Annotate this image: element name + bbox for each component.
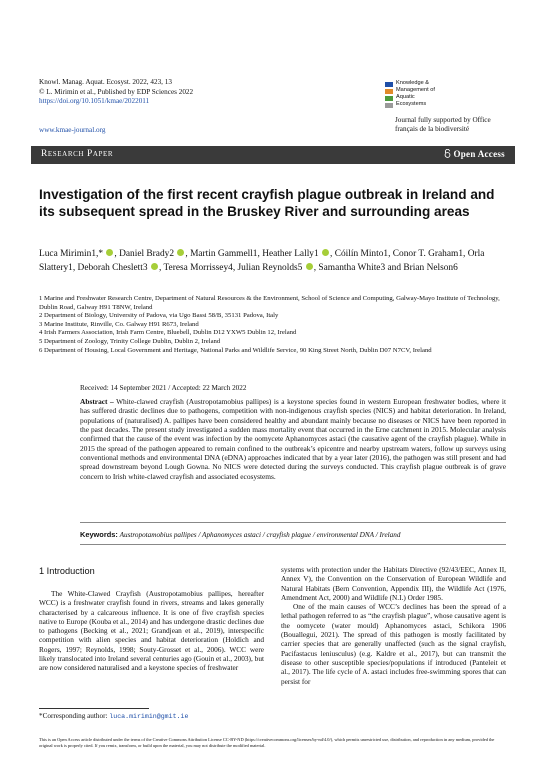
author[interactable]: Martin Gammell1: [190, 249, 258, 259]
affiliation: 4 Irish Farmers Association, Irish Farm Centre, Bluebell, Dublin D12 YXW5 Dublin 12, Ireland: [39, 329, 297, 337]
article-type-label: Research Paper: [41, 149, 114, 159]
author[interactable]: Samantha White3: [318, 262, 386, 273]
keywords-bottom-rule: [80, 544, 506, 545]
affiliation: 2 Department of Biology, University of Padova, via Ugo Bassi 58/B, 35131 Padova, Italy: [39, 312, 279, 320]
paragraph: systems with protection under the Habitats Directive (92/43/EEC, Annex II, Annex V), the Convention on the Conservation of European Wildlife and Natural Habitats (Bern Convention, Appendix III), the Wildlife Act (1976, Amendment Act, 2000) and Wildlife (N.I.) Order 1985.: [281, 565, 506, 602]
received-accepted-dates: Received: 14 September 2021 / Accepted: 22 March 2022: [80, 384, 247, 392]
body-column-left: [39, 589, 264, 673]
open-access-icon: [444, 149, 451, 158]
orcid-icon[interactable]: [177, 249, 184, 256]
license-statement: This is an Open Access article distributed under the terms of the Creative Commons Attribution License CC-BY-ND (https://creativecommons.org/licenses/by-nd/4.0/), which permits unrestricted use, distribution, and reproduction in any medium, provided the original work is properly cited. If you remix, transform, or build upon the material, you may not distribute the modified material.: [39, 737, 495, 749]
orcid-icon[interactable]: [322, 249, 329, 256]
affiliations: [39, 295, 501, 355]
abstract: [80, 397, 506, 481]
author[interactable]: Cóilín Minto1: [334, 249, 389, 259]
journal-logo-text: [396, 80, 435, 108]
footnote-label: *Corresponding author:: [39, 712, 108, 720]
orcid-icon[interactable]: [106, 249, 113, 256]
journal-support-text: Journal fully supported by Office français de la biodiversité: [395, 116, 491, 133]
paragraph: One of the main causes of WCC’s declines has been the spread of a lethal pathogen referred to as “the crayfish plague”, whose causative agent is the oomycete (water mould) Aphanomyces astaci, Schikora 1906 (Bouallegui, 2021). The spread of this pathogen is mostly facilitated by carrier species that are generally unaffected (such as the signal crayfish, Pacifastacus leniusculus) (e.g. Kaldre et al., 2017), but can transmit the disease to other susceptible species/populations if introduced (Panteleit et al., 2017). The life cycle of A. astaci includes free-swimming spores that can persist for: [281, 602, 506, 686]
open-access-label: Open Access: [453, 149, 505, 159]
author[interactable]: Deborah Cheslett3: [77, 262, 148, 273]
author[interactable]: Heather Lally1: [262, 249, 319, 259]
section-heading-introduction: 1 Introduction: [39, 566, 95, 576]
keywords-label: Keywords:: [80, 530, 118, 539]
author[interactable]: Daniel Brady2: [119, 249, 175, 259]
abstract-text: White-clawed crayfish (Austropotamobius pallipes) is a keystone species found in western European freshwater bodies, where it has suffered drastic declines due to pathogens, competition with non-indigenous crayfish species (NICS) and habitat deterioration. In Ireland, populations of (naturalised) A. pallipes have been considered healthy and abundant mainly because no diseases or NICS have been reported in the past decades. The present study investigated a sudden mass mortality event that occurred in the Erne catchment in 2015. Molecular analysis confirmed that the cause of the event was infection by the oomycete Aphanomyces astaci (the causative agent of the crayfish plague). While in 2015 the spread of the pathogen appeared to remain confined to the outbreak’s epicentre and nearby upstream waters, follow up surveys using conventional methods and environmental DNA (eDNA) approaches indicated that by a year later (2016), the pathogen was still present and had spread downstream beyond Lough Gowna. No NICS were detected during the surveys conducted. This crayfish plague outbreak is of grave concern to Irish white-clawed crayfish and associated ecosystems.: [80, 397, 506, 481]
logo-line-2: Management of: [396, 87, 435, 93]
author[interactable]: Julian Reynolds5: [237, 262, 303, 273]
corresponding-author-footnote: [39, 712, 188, 720]
author[interactable]: Brian Nelson6: [403, 262, 458, 273]
author[interactable]: Conor T. Graham1: [392, 249, 464, 259]
author-list: Luca Mirimin1,* , Daniel Brady2 , Martin Gammell1, Heather Lally1 , Cóilín Minto1, Conor T. Graham1, Orla Slattery1, Deborah Cheslett3 , Teresa Morrissey4, Julian Reynolds5 , Samantha White3 and Brian Nelson6: [39, 249, 485, 273]
abstract-label: Abstract –: [80, 397, 114, 406]
citation-copyright: © L. Mirimin et al., Published by EDP Sciences 2022: [39, 87, 194, 96]
author[interactable]: Teresa Morrissey4: [163, 262, 233, 273]
affiliation: 6 Department of Housing, Local Government and Heritage, National Parks and Wildlife Service, 90 King Street North, Dublin D07 N7CV, Ireland: [39, 346, 432, 354]
citation-block: [39, 78, 279, 107]
orcid-icon[interactable]: [306, 263, 313, 270]
logo-line-4: Ecosystems: [396, 101, 427, 107]
journal-website-link[interactable]: www.kmae-journal.org: [39, 126, 106, 134]
kmae-logo-icon: [385, 82, 393, 112]
keywords-top-rule: [80, 522, 506, 523]
affiliation: 3 Marine Institute, Rinville, Co. Galway H91 R673, Ireland: [39, 320, 199, 328]
footnote-rule: [39, 708, 149, 709]
paragraph: The White-Clawed Crayfish (Austropotamobius pallipes, hereafter WCC) is a freshwater crayfish found in rivers, streams and lakes generally characterised by a calcareous influence. It is one of five crayfish species native to Europe (Kouba et al., 2014) and has undergone drastic declines due to pathogens (Becking et al., 2021; Grandjean et al., 2019), interspecific competition with alien species and habitat deterioration (Holdich and Rogers, 1997; Reynolds, 1998; Souty-Grosset et al., 2006). WCC were likely translocated into Ireland several centuries ago (Gouin et al., 2003), but are now considered naturalised and a keystone species of freshwater: [39, 589, 264, 673]
affiliation: 5 Department of Zoology, Trinity College Dublin, Dublin 2, Ireland: [39, 337, 221, 345]
keywords: [80, 530, 506, 539]
author[interactable]: Luca Mirimin1,*: [39, 249, 104, 259]
citation-journal: Knowl. Manag. Aquat. Ecosyst. 2022, 423, 13: [39, 78, 172, 86]
orcid-icon[interactable]: [151, 263, 158, 270]
body-column-right: [281, 565, 506, 686]
open-access-badge: [444, 149, 505, 159]
author[interactable]: Orla Slattery1: [39, 249, 485, 273]
article-type-banner: [31, 146, 515, 164]
keywords-text: Austropotamobius pallipes / Aphanomyces astaci / crayfish plague / environmental DNA / Ireland: [119, 531, 401, 539]
logo-line-3: Aquatic: [396, 94, 415, 100]
author-email-link[interactable]: luca.mirimin@gmit.ie: [109, 713, 189, 720]
logo-line-1: Knowledge &: [396, 80, 429, 86]
affiliation: 1 Marine and Freshwater Research Centre, Department of Natural Resources & the Environment, School of Science and Computing, Galway-Mayo Institute of Technology, Dublin Road, Galway H91 T8NW, Ireland: [39, 295, 500, 311]
article-title: Investigation of the first recent crayfish plague outbreak in Ireland and its subsequent spread in the Bruskey River and surrounding areas: [39, 187, 495, 219]
doi-link[interactable]: https://doi.org/10.1051/kmae/2022011: [39, 97, 150, 106]
